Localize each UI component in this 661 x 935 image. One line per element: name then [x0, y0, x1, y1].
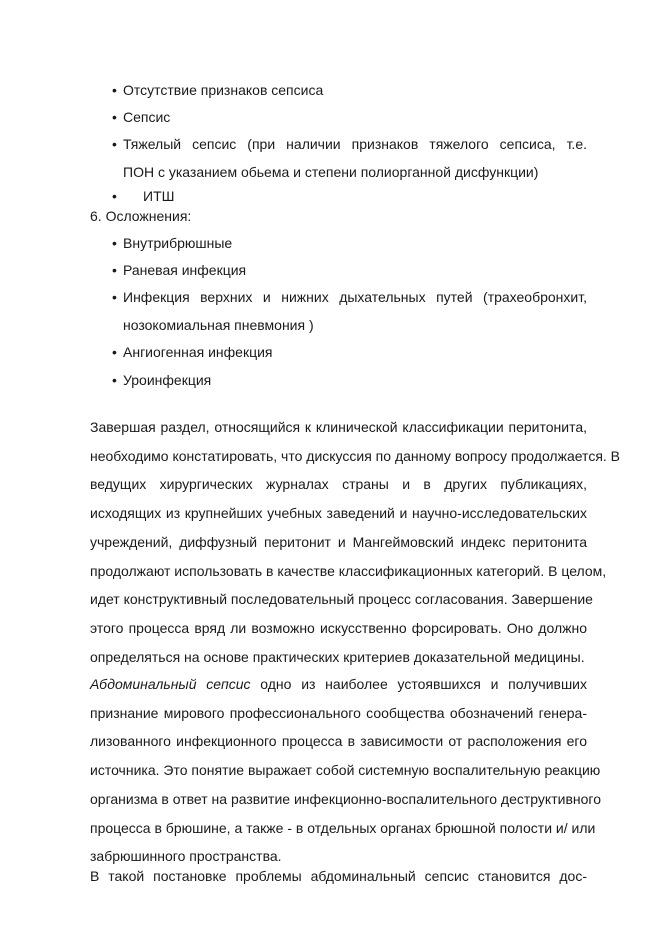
list-item-wound-infection [112, 256, 587, 284]
bullet: • [112, 82, 117, 98]
paragraph-classification-summary [90, 413, 621, 671]
paragraph-line: продолжают использовать в качестве классификационных категорий. В целом, [90, 562, 607, 579]
list-item-text-line: Тяжелый сепсис (при наличии признаков тяжелого сепсиса, т.е. [123, 136, 587, 152]
list-item-text: ИТШ [143, 188, 175, 204]
list-item-angiogenic-infection [112, 338, 587, 366]
list-item-text-line: ПОН с указанием обьема и степени полиорганной дисфункции) [123, 164, 539, 180]
paragraph-first-line [90, 670, 587, 699]
list-item-text: Раневая инфекция [123, 262, 247, 278]
list-item-respiratory-infection [112, 283, 587, 339]
list-item-text-line: Инфекция верхних и нижних дыхательных путей (трахеобронхит, [123, 289, 587, 305]
paragraph-continuation [90, 862, 587, 891]
list-item-no-sepsis [112, 76, 587, 104]
paragraph-line: идет конструктивный последовательный процесс согласования. Завершение [90, 591, 593, 608]
list-item-sepsis [112, 103, 587, 131]
paragraph-line: исходящих из крупнейших учебных заведений и научно-исследовательских [90, 505, 587, 522]
paragraph-line: ведущих хирургических журналах страны и в других публикациях, [90, 476, 587, 493]
list-item-severe-sepsis [112, 130, 587, 186]
complications-heading: 6. Осложнения: [90, 208, 192, 224]
list-item-text: Отсутствие признаков сепсиса [123, 82, 324, 98]
paragraph-line: необходимо констатировать, что дискуссия по данному вопросу продолжается. В [90, 447, 621, 464]
paragraph-abdominal-sepsis-definition [90, 670, 601, 871]
list-item-text: Внутрибрюшные [123, 235, 233, 251]
paragraph-line: Завершая раздел, относящийся к клинической классификации перитонита, [90, 419, 587, 435]
paragraph-line: забрюшинного пространства. [90, 848, 282, 865]
list-item-text: Ангиогенная инфекция [123, 344, 273, 360]
bullet: • [112, 372, 117, 388]
paragraph-line: источника. Это понятие выражает собой системную воспалительную реакцию [90, 762, 601, 779]
paragraph-line: процесса в брюшине, а также - в отдельных органах брюшной полости и/ или [90, 819, 596, 836]
bullet: • [112, 289, 117, 305]
list-item-text: Уроинфекция [123, 372, 212, 388]
italic-term: Абдоминальный сепсис [90, 676, 251, 692]
list-item-text-line: нозокомиальная пневмония ) [123, 317, 314, 333]
list-item-uroinfection [112, 366, 587, 394]
paragraph-line: определяться на основе практических критериев доказательной медицины. [90, 648, 585, 665]
paragraph-line: учреждений, диффузный перитонит и Мангеймовский индекс перитонита [90, 533, 587, 550]
paragraph-line: В такой постановке проблемы абдоминальный сепсис становится дос- [90, 868, 587, 884]
bullet: • [112, 344, 117, 360]
paragraph-line: лизованного инфекционного процесса в зависимости от расположения его [90, 733, 587, 750]
bullet: • [112, 262, 117, 278]
bullet: • [112, 188, 117, 204]
paragraph-line: организма в ответ на развитие инфекционно-воспалительного деструктивного [90, 790, 601, 807]
bullet: • [112, 235, 117, 251]
bullet: • [112, 136, 117, 152]
bullet: • [112, 109, 117, 125]
paragraph-line-rest: одно из наиболее устоявшихся и получивших [260, 676, 588, 692]
paragraph-line: признание мирового профессионального сообщества обозначений генера- [90, 704, 587, 721]
paragraph-line: этого процесса вряд ли возможно искусственно форсировать. Оно должно [90, 619, 587, 636]
list-item-intraabdominal [112, 229, 587, 257]
list-item-text: Сепсис [123, 109, 171, 125]
